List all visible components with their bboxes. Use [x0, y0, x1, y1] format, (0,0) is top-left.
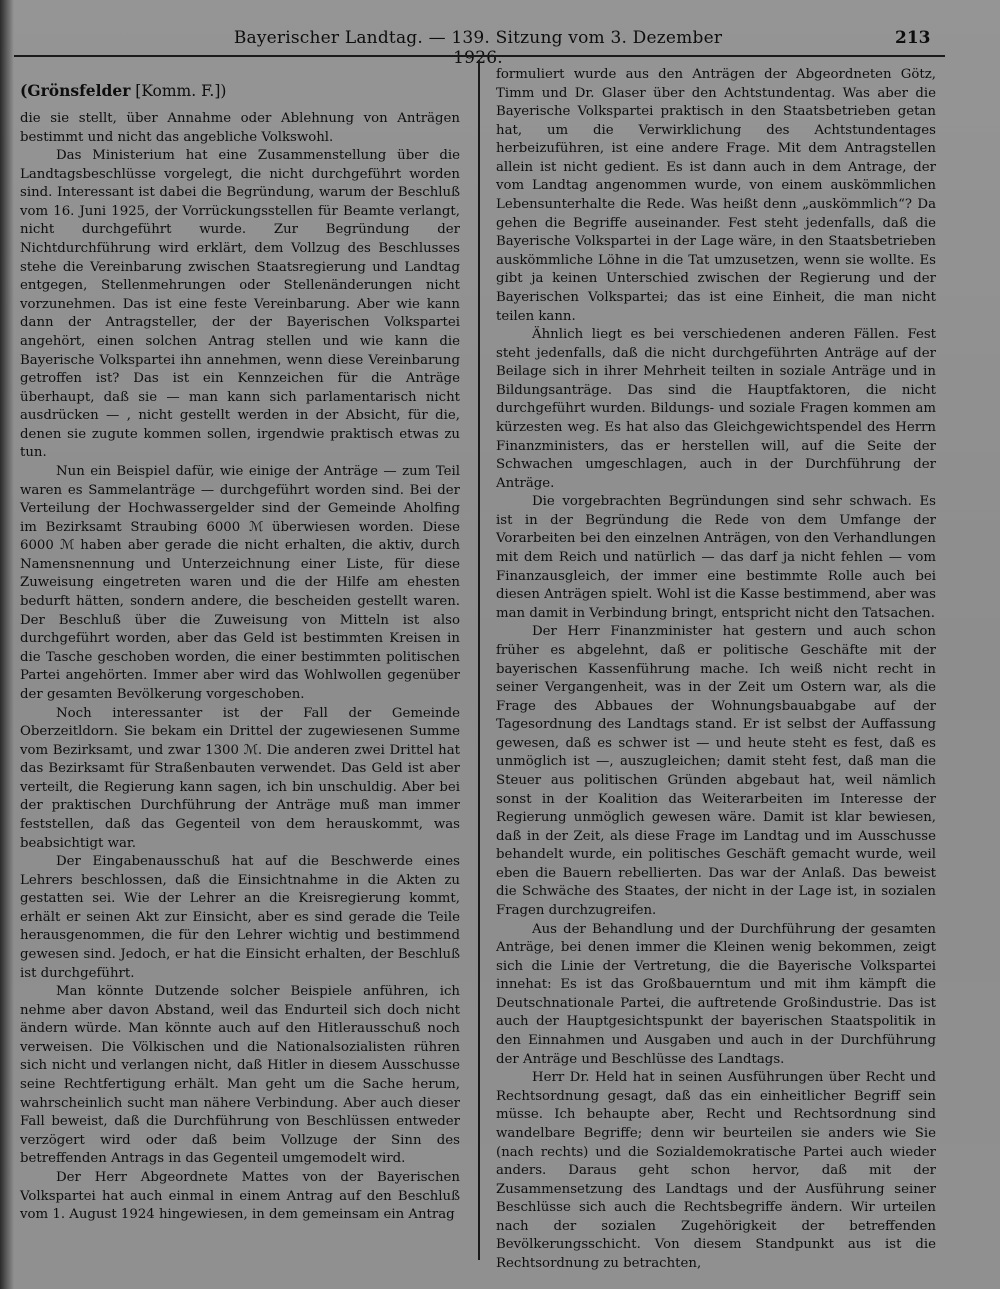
binding-shadow — [0, 0, 14, 1289]
paragraph: Ähnlich liegt es bei verschiedenen anderen Fällen. Fest steht jedenfalls, daß die nicht durchgeführten Anträge auf der Beilage sich in ihrer Mehrheit teilten in soziale Anträge und in Bildungsanträge. Das sind die Hauptfaktoren, die nicht durchgeführt wurden. Bildungs- und soziale Fragen kommen am kürzesten weg. Es hat also das Gleichgewichtspendel des Herrn Finanzministers, das er herstellen will, auf die Seite der Schwachen umgeschlagen, auch in der Durchführung der Anträge. — [496, 327, 936, 491]
speaker-open: ( — [20, 81, 28, 100]
paragraph: Die vorgebrachten Begründungen sind sehr schwach. Es ist in der Begründung die Rede von dem Umfange der Vorarbeiten bei den einzelnen Anträgen, von den Verhandlungen mit dem Reich und natürlich — das darf ja nicht fehlen — vom Finanzausgleich, der immer eine bestimmte Rolle auch bei diesen Anträgen spielt. Wohl ist die Kasse bestimmend, aber was man damit in Verbindung bringt, entspricht nicht den Tatsachen. — [496, 494, 936, 621]
paragraph: Herr Dr. Held hat in seinen Ausführungen über Recht und Rechtsordnung gesagt, daß das ein einheitlicher Begriff sein müsse. Ich behaupte aber, Recht und Rechtsordnung sind wandelbare Begriffe; denn wir beurteilen sie anders wie Sie (nach rechts) und die Sozialdemokratische Partei auch wieder anders. Daraus geht schon hervor, daß mit der Zusammensetzung des Landtags und der Ausführung seiner Beschlüsse sich auch die Rechtsbegriffe ändern. Wir urteilen nach der sozialen Zugehörigkeit der betreffenden Bevölkerungsschicht. Von diesem Standpunkt aus ist die Rechtsordnung zu betrachten, — [496, 1070, 936, 1271]
column-divider — [478, 60, 480, 1260]
paragraph: Der Herr Abgeordnete Mattes von der Bayerischen Volkspartei hat auch einmal in einem Antrag auf den Beschluß vom 1. August 1924 hingewiesen, in dem gemeinsam ein Antrag — [20, 1169, 460, 1223]
paragraph: Das Ministerium hat eine Zusammenstellung über die Landtagsbeschlüsse vorgelegt, die nicht durchgeführt worden sind. Interessant ist dabei die Begründung, warum der Beschluß vom 16. Juni 1925, der Vorrückungsstellen für Beamte verlangt, nicht durchgeführt wurde. Zur Begründung der Nichtdurchführung wird erklärt, dem Vollzug des Beschlusses stehe die Vereinbarung zwischen Staatsregierung und Landtag entgegen, Stellenmehrungen oder Stellenänderungen nicht vorzunehmen. Das ist eine feste Vereinbarung. Aber wie kann dann der Antragsteller, der der Bayerischen Volkspartei angehört, einen solchen Antrag stellen und wie kann die Bayerische Volkspartei ihn annehmen, wenn diese Vereinbarung getroffen ist? Das ist ein Kennzeichen für die Anträge überhaupt, daß sie — man kann sich parlamentarisch nicht ausdrücken — , nicht gestellt werden in der Absicht, für die, denen sie zugute kommen sollen, irgendwie praktisch etwas zu tun. — [20, 148, 460, 461]
paragraph: die sie stellt, über Annahme oder Ablehnung von Anträgen bestimmt und nicht das angebliche Volkswohl. — [20, 111, 460, 145]
paragraph: formuliert wurde aus den Anträgen der Abgeordneten Götz, Timm und Dr. Glaser über den Achtstundentag. Was aber die Bayerische Volkspartei praktisch in den Staatsbetrieben getan hat, um die Verwirklichung des Achtstundentages herbeizuführen, ist eine andere Frage. Mit dem Antragstellen allein ist nicht gedient. Es ist dann auch in dem Antrage, der vom Landtag angenommen wurde, von einem auskömmlichen Lebensunterhalte die Rede. Was heißt denn „auskömmlich“? Da gehen die Begriffe auseinander. Fest steht jedenfalls, daß die Bayerische Volkspartei in der Lage wäre, in den Staatsbetrieben auskömmliche Löhne in die Tat umzusetzen, wenn sie wollte. Es gibt ja keinen Unterschied zwischen der Regierung und der Bayerischen Volkspartei; das ist eine Einheit, die man nicht teilen kann. — [496, 67, 936, 324]
paragraph: Aus der Behandlung und der Durchführung der gesamten Anträge, bei denen immer die Kleinen wenig bekommen, zeigt sich die Linie der Vertretung, die die Bayerische Volkspartei innehat: Es ist das Großbauerntum und mit ihm kämpft die Deutschnationale Partei, die auftretende Großindustrie. Das ist auch der Hauptgesichtspunkt der bayerischen Staatspolitik in den Einnahmen und Ausgaben und auch in der Durchführung der Anträge und Beschlüsse des Landtags. — [496, 921, 936, 1067]
paragraph: Noch interessanter ist der Fall der Gemeinde Oberzeitldorn. Sie bekam ein Drittel der zugewiesenen Summe vom Bezirksamt, und zwar 1300 ℳ. Die anderen zwei Drittel hat das Bezirksamt für Straßenbauten verwendet. Das Geld ist aber verteilt, die Regierung kann sagen, ich bin unschuldig. Aber bei der praktischen Durchführung der Anträge muß man immer feststellen, daß das Gegenteil von dem herauskommt, was beabsichtigt war. — [20, 705, 460, 851]
page-number: 213 — [895, 28, 931, 48]
paragraph: Der Herr Finanzminister hat gestern und auch schon früher es abgelehnt, daß er politische Geschäfte mit der bayerischen Kassenführung mache. Ich weiß nicht recht in seiner Vergangenheit, was in der Zeit um Ostern war, als die Frage des Abbaues der Wohnungsbauabgabe auf der Tagesordnung des Landtags stand. Er ist selbst der Auffassung gewesen, daß es schwer ist — und heute steht es fest, daß es unmöglich ist —, auszugleichen; damit steht fest, daß man die Steuer aus politischen Gründen abgebaut hat, weil nämlich sonst in der Koalition das Weiterarbeiten im Interesse der Regierung unmöglich gewesen wäre. Damit ist klar bewiesen, daß in der Zeit, als diese Frage im Landtag und im Ausschusse behandelt wurde, ein politisches Geschäft gemacht wurde, weil eben die Bauern rebellierten. Das war der Anlaß. Das beweist die Schwäche des Staates, der nicht in der Lage ist, in sozialen Fragen durchzugreifen. — [496, 624, 936, 919]
speaker-name: Grönsfelder — [27, 81, 131, 100]
speaker-line — [20, 80, 460, 102]
left-column — [20, 80, 460, 1225]
paragraph: Man könnte Dutzende solcher Beispiele anführen, ich nehme aber davon Abstand, weil das Endurteil sich doch nicht ändern würde. Man könnte auch auf den Hitlerausschuß noch verweisen. Die Völkischen und die Nationalsozialisten rühren sich nicht und verlangen nicht, daß Hitler in diesem Ausschusse seine Rechtfertigung erhält. Man geht um die Sache herum, wahrscheinlich sucht man nähere Verbindung. Aber auch dieser Fall beweist, daß die Durchführung von Beschlüssen entweder verzögert wird oder daß beim Vollzuge der Sinn des betreffenden Antrags in das Gegenteil umgemodelt wird. — [20, 984, 460, 1167]
running-header: Bayerischer Landtag. — 139. Sitzung vom 3. Dezember 1926. — [233, 28, 723, 68]
right-column — [496, 66, 936, 1274]
speaker-faction: [Komm. F.]) — [130, 82, 227, 100]
paragraph: Nun ein Beispiel dafür, wie einige der Anträge — zum Teil waren es Sammelanträge — durchgeführt worden sind. Bei der Verteilung der Hochwassergelder sind der Gemeinde Aholfing im Bezirksamt Straubing 6000 ℳ überwiesen worden. Diese 6000 ℳ haben aber gerade die nicht erhalten, die aktiv, durch Namensnennung und Unterzeichnung einer Liste, für diese Zuweisung eingetreten waren und die der Hilfe am ehesten bedurft hätten, sondern andere, die bescheiden gestellt waren. Der Beschluß über die Zuweisung von Mitteln ist also durchgeführt worden, aber das Geld ist bestimmten Kreisen in die Tasche geschoben worden, die einer bestimmten politischen Partei angehörten. Immer aber wird das Wohlwollen gegenüber der gesamten Bevölkerung vorgeschoben. — [20, 463, 460, 702]
header-rule — [14, 55, 945, 57]
paragraph: Der Eingabenausschuß hat auf die Beschwerde eines Lehrers beschlossen, daß die Einsichtnahme in die Akten zu gestatten sei. Wie der Lehrer an die Kreisregierung kommt, erhält er seinen Akt zur Einsicht, aber es sind gerade die Teile herausgenommen, die für den Lehrer wichtig und bestimmend gewesen sind. Jedoch, er hat die Einsicht erhalten, der Beschluß ist durchgeführt. — [20, 854, 460, 981]
